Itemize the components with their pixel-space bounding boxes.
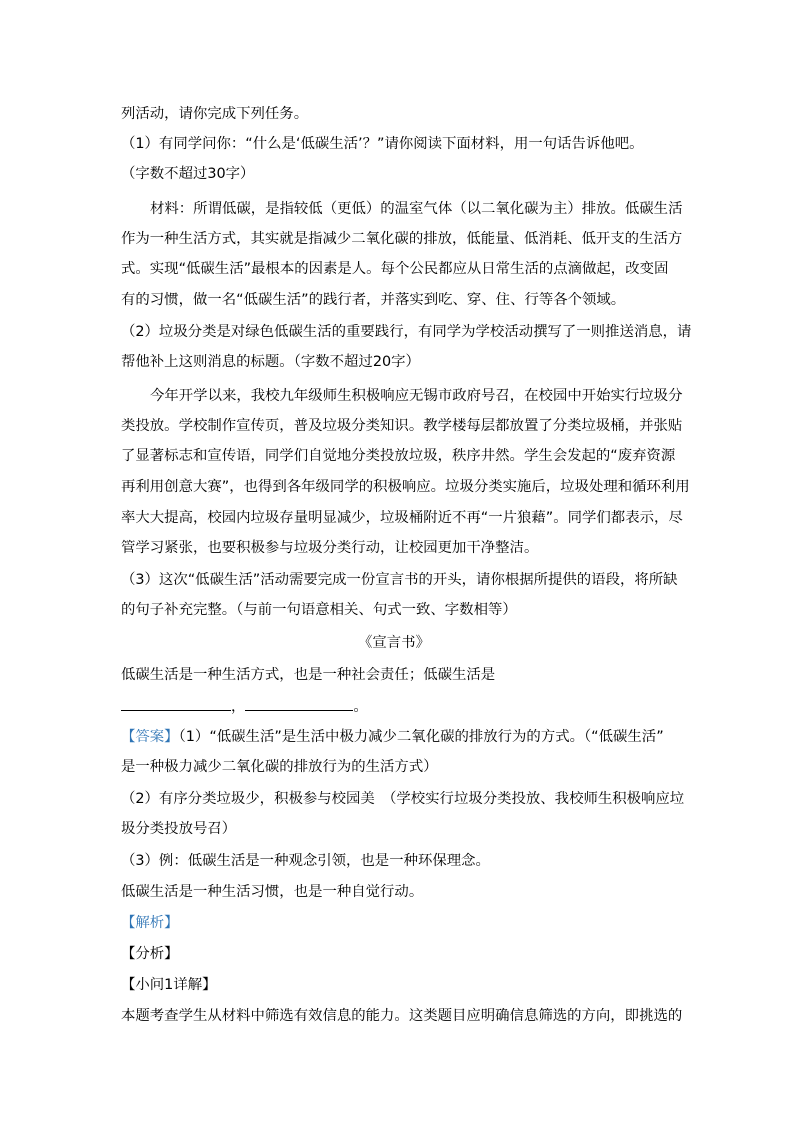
question-2: （2）垃圾分类是对绿色低碳生活的重要践行，有同学为学校活动撰写了一则推送消息，请 <box>121 324 692 340</box>
text-line: 管学习紧张，也要积极参与垃圾分类行动，让校园更加干净整洁。 <box>121 540 539 556</box>
blank-2 <box>245 696 353 711</box>
text-line: 列活动，请你完成下列任务。 <box>121 106 309 122</box>
fill-in-line: ， 。 <box>121 696 368 717</box>
text-line: 类投放。学校制作宣传页，普及垃圾分类知识。教学楼每层都放置了分类垃圾桶，并张贴 <box>121 418 683 434</box>
text-line: 是一种极力减少二氧化碳的排放行为的生活方式） <box>121 759 438 775</box>
text-line: 率大大提高，校园内垃圾存量明显减少，垃圾桶附近不再“一片狼藉”。同学们都表示，尽 <box>121 510 683 526</box>
answer-tag: 【答案】 <box>121 729 179 745</box>
text-line: 有的习惯，做一名“低碳生活”的践行者，并落实到吃、穿、住、行等各个领域。 <box>121 292 626 308</box>
text-line: 圾分类投放号召） <box>121 821 237 837</box>
text-line: （字数不超过30字） <box>121 166 255 182</box>
text-line: 式。实现“低碳生活”最根本的因素是人。每个公民都应从日常生活的点滴做起，改变固 <box>121 261 669 277</box>
analysis-tag: 【解析】 <box>121 915 179 931</box>
material-paragraph: 材料：所谓低碳，是指较低（更低）的温室气体（以二氧化碳为主）排放。低碳生活 <box>150 201 683 217</box>
text-line: 再利用创意大赛”，也得到各年级同学的积极响应。垃圾分类实施后，垃圾处理和循环利用 <box>121 479 690 495</box>
section-tag: 【分析】 <box>121 946 179 962</box>
text-line: 低碳生活是一种生活方式，也是一种社会责任；低碳生活是 <box>121 667 496 683</box>
text-line: （2）有序分类垃圾少，积极参与校园美 （学校实行垃圾分类投放、我校师生积极响应垃 <box>121 791 685 807</box>
text-line: 的句子补充完整。（与前一句语意相关、句式一致、字数相等） <box>121 602 517 618</box>
question-3: （3）这次“低碳生活”活动需要完成一份宣言书的开头，请你根据所提供的语段，将所缺 <box>121 572 678 588</box>
section-tag: 【小问1详解】 <box>121 977 217 993</box>
text-line: 作为一种生活方式，其实就是指减少二氧化碳的排放，低能量、低消耗、低开支的生活方 <box>121 231 683 247</box>
text-line: （3）例：低碳生活是一种观念引领，也是一种环保理念。 <box>121 853 490 869</box>
question-1: （1）有同学问你：“什么是‘低碳生活’？”请你阅读下面材料，用一句话告诉他吧。 <box>121 136 644 152</box>
news-paragraph: 今年开学以来，我校九年级师生积极响应无锡市政府号召，在校园中开始实行垃圾分 <box>150 388 683 404</box>
blank-1 <box>121 696 231 711</box>
text-line: 本题考查学生从材料中筛选有效信息的能力。这类题目应明确信息筛选的方向，即挑选的 <box>121 1008 683 1024</box>
declaration-title: 《宣言书》 <box>358 635 430 651</box>
text-line: 帮他补上这则消息的标题。（字数不超过20字） <box>121 354 420 370</box>
text-line: 了显著标志和宣传语，同学们自觉地分类投放垃圾，秩序井然。学生会发起的“废弃资源 <box>121 448 676 464</box>
text-line: 低碳生活是一种生活习惯，也是一种自觉行动。 <box>121 884 424 900</box>
answer-line: 【答案】（1）“低碳生活”是生活中极力减少二氧化碳的排放行为的方式。（“低碳生活” <box>121 729 664 745</box>
